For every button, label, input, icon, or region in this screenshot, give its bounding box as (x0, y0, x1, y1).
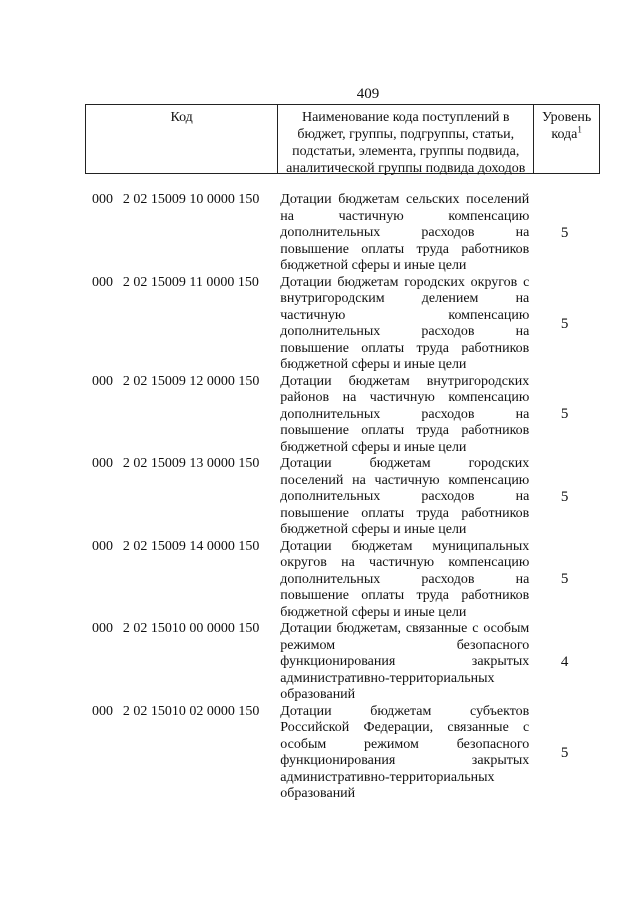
row-description (278, 374, 529, 457)
table-body (85, 192, 600, 803)
table-row (85, 374, 600, 457)
row-description-line: административно-территориальных (280, 769, 495, 785)
header-level (534, 105, 599, 173)
header-level-line1: Уровень (541, 110, 592, 125)
table-row (85, 704, 600, 803)
table-row (85, 621, 600, 704)
table-row (85, 456, 600, 539)
row-revenue-code: 2 02 15010 00 0000 150 (122, 621, 260, 636)
row-description-line: Дотации бюджетам муниципальных (280, 538, 530, 554)
row-description-line: функционирования закрытых (280, 753, 530, 768)
table-row (85, 539, 600, 622)
row-level: 4 (560, 653, 569, 670)
row-description-line: особым режимом безопасного (280, 736, 530, 752)
row-description-line: дополнительных расходов на (280, 406, 530, 422)
row-description-line: частичную компенсацию (280, 307, 530, 323)
row-description-line: внутригородским делением на (280, 291, 530, 306)
header-level-word: кода (551, 127, 578, 142)
row-description-line: дополнительных расходов на (280, 571, 530, 587)
row-description-line: Дотации бюджетам сельских поселений (280, 192, 530, 207)
row-revenue-code: 2 02 15010 02 0000 150 (122, 703, 260, 719)
row-description-line: повышение оплаты труда работников (280, 241, 530, 257)
row-description-line: повышение оплаты труда работников (280, 340, 530, 356)
header-name-line: подстатьи, элемента, группы подвида, (292, 144, 520, 159)
row-description-line: функционирования закрытых (280, 654, 530, 669)
row-description-line: образований (280, 687, 356, 702)
row-description-line: Дотации бюджетам, связанные с особым (280, 621, 530, 636)
row-description-line: Дотации бюджетам городских (280, 456, 530, 471)
row-description (278, 539, 529, 622)
table-header (85, 104, 600, 174)
row-description (278, 704, 529, 803)
table-row (85, 275, 600, 374)
row-description-line: повышение оплаты труда работников (280, 588, 530, 603)
header-level-line2 (534, 126, 599, 143)
row-description-line: дополнительных расходов на (280, 489, 530, 504)
row-admin-code: 000 (92, 703, 113, 719)
header-name (278, 105, 534, 176)
row-description-line: на частичную компенсацию (280, 208, 530, 224)
row-revenue-code: 2 02 15009 12 0000 150 (122, 373, 260, 389)
row-description (278, 456, 529, 539)
row-description-line: Российской Федерации, связанные с (280, 720, 530, 735)
page-number: 409 (356, 86, 380, 102)
row-description-line: бюджетной сферы и иные цели (280, 522, 467, 537)
row-description-line: режимом безопасного (280, 637, 530, 653)
row-revenue-code: 2 02 15009 11 0000 150 (122, 274, 259, 290)
row-description (278, 621, 529, 704)
header-name-line: Наименование кода поступлений в (301, 110, 510, 125)
row-admin-code: 000 (92, 538, 113, 554)
row-description-line: бюджетной сферы и иные цели (280, 439, 467, 455)
row-description-line: Дотации бюджетам городских округов с (280, 274, 530, 290)
row-description-line: повышение оплаты труда работников (280, 505, 530, 521)
row-description-line: Дотации бюджетам внутригородских (280, 373, 530, 389)
row-description-line: образований (280, 786, 356, 801)
row-description-line: административно-территориальных (280, 670, 495, 686)
row-level: 5 (560, 488, 569, 505)
row-level: 5 (560, 571, 569, 588)
row-admin-code: 000 (92, 274, 113, 290)
row-description-line: бюджетной сферы и иные цели (280, 357, 467, 372)
row-description-line: бюджетной сферы и иные цели (280, 258, 467, 273)
table-row (85, 192, 600, 275)
footnote-marker: 1 (577, 124, 582, 135)
row-revenue-code: 2 02 15009 13 0000 150 (122, 456, 260, 471)
row-description-line: дополнительных расходов на (280, 225, 530, 240)
row-description (278, 192, 529, 275)
row-description-line: районов на частичную компенсацию (280, 390, 530, 405)
header-code: Код (86, 105, 278, 173)
row-level: 5 (560, 224, 569, 241)
row-admin-code: 000 (92, 192, 113, 207)
row-description-line: округов на частичную компенсацию (280, 555, 530, 570)
row-level: 5 (560, 315, 569, 332)
row-description-line: дополнительных расходов на (280, 324, 530, 339)
row-description-line: поселений на частичную компенсацию (280, 472, 530, 488)
row-description (278, 275, 529, 374)
row-revenue-code: 2 02 15009 14 0000 150 (122, 538, 260, 554)
row-admin-code: 000 (92, 621, 113, 636)
row-admin-code: 000 (92, 456, 113, 471)
row-level: 5 (560, 406, 569, 423)
row-description-line: повышение оплаты труда работников (280, 423, 530, 438)
header-name-line: бюджет, группы, подгруппы, статьи, (297, 127, 515, 142)
row-revenue-code: 2 02 15009 10 0000 150 (122, 192, 260, 207)
header-name-line: аналитической группы подвида доходов (286, 161, 526, 176)
row-description-line: бюджетной сферы и иные цели (280, 604, 467, 620)
row-level: 5 (560, 744, 569, 761)
row-description-line: Дотации бюджетам субъектов (280, 703, 530, 719)
row-admin-code: 000 (92, 373, 113, 389)
